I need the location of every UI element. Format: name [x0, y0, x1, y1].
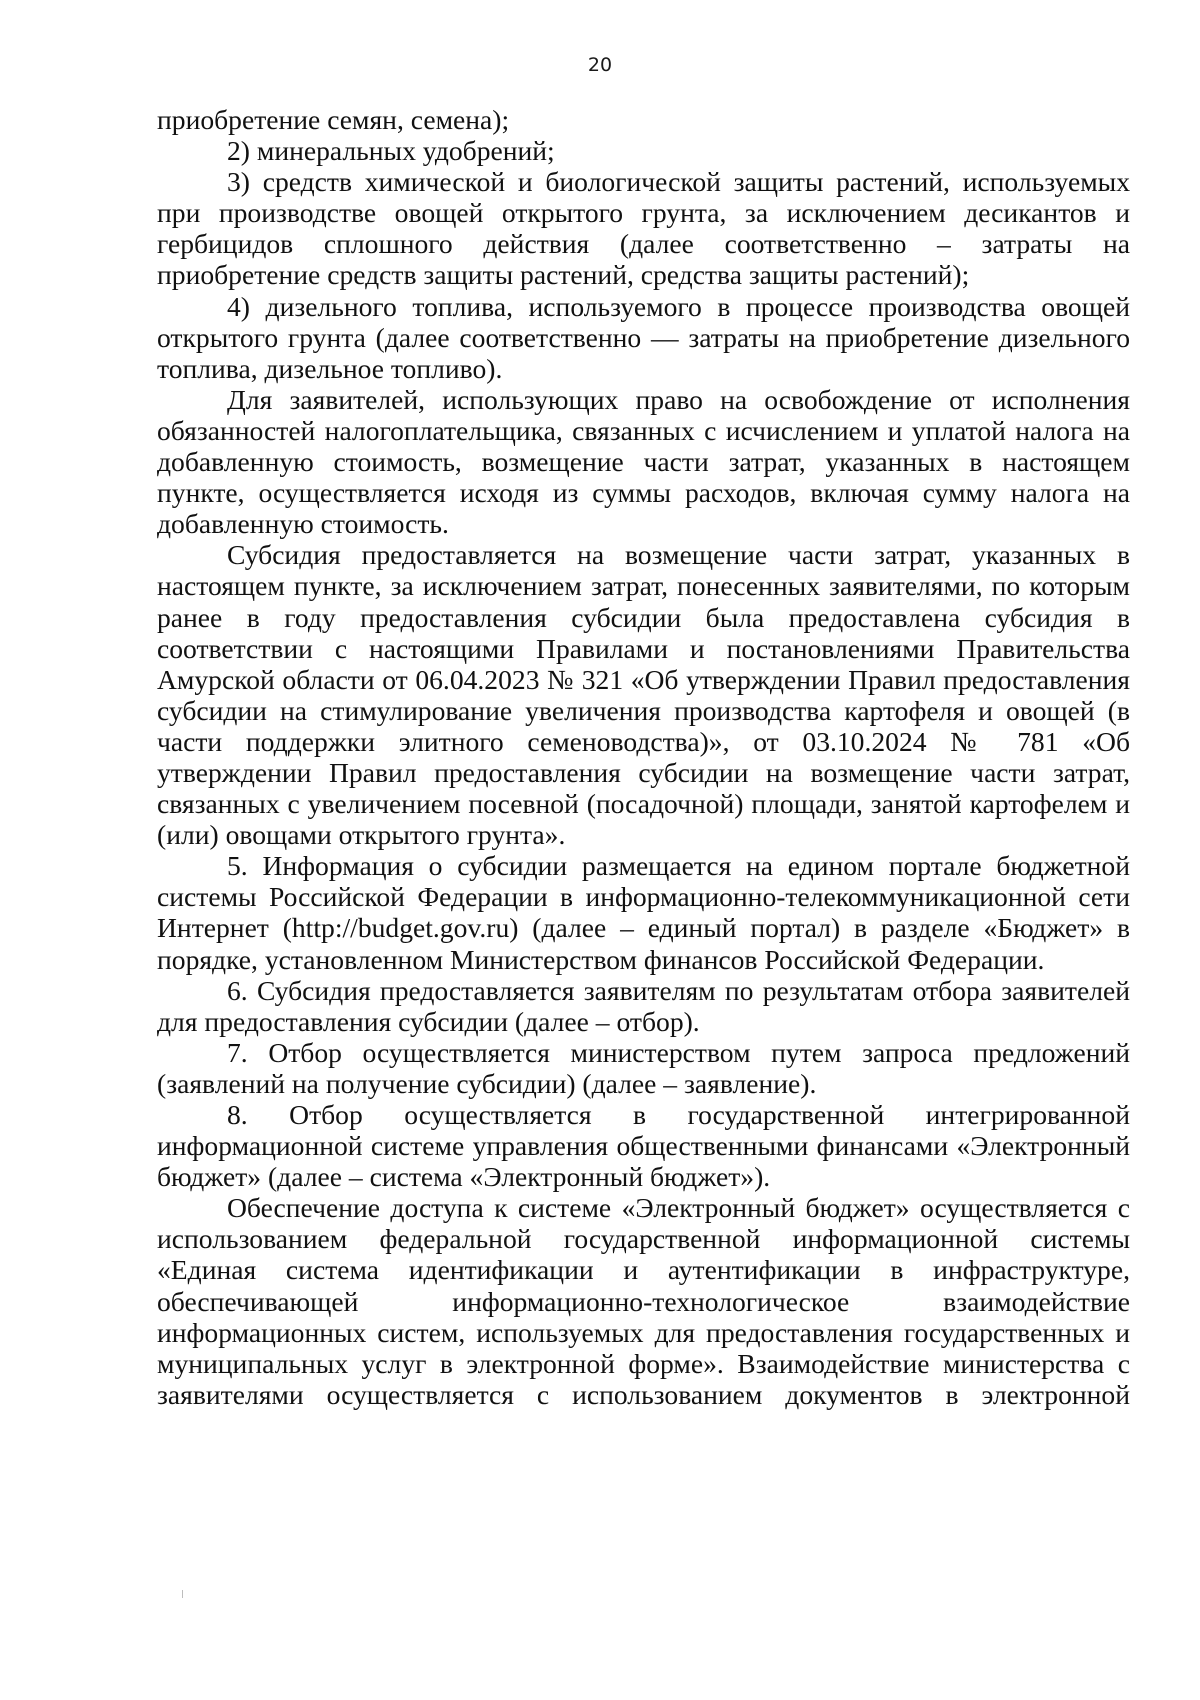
paragraph-item-4: 4) дизельного топлива, используемого в процессе производства овощей открытого грунта (далее соответственно — затраты на приобретение дизельного топлива, дизельное топливо). — [157, 290, 1130, 384]
paragraph-section-6: 6. Субсидия предоставляется заявителям по результатам отбора заявителей для предоставления субсидии (далее – отбор). — [157, 974, 1130, 1037]
paragraph-item-2: 2) минеральных удобрений; — [227, 135, 555, 167]
paragraph-section-8: 8. Отбор осуществляется в государственной интегрированной информационной системе управления общественными финансами «Электронный бюджет» (далее – система «Электронный бюджет»). — [157, 1099, 1130, 1193]
paragraph-item-3: 3) средств химической и биологической защиты растений, используемых при производстве овощей открытого грунта, за исключением десикантов и гербицидов сплошного действия (далее соответственно – затраты на приобретение средств защиты растений, средства защиты растений); — [157, 166, 1130, 291]
paragraph-vat-exemption: Для заявителей, использующих право на освобождение от исполнения обязанностей налогоплательщика, связанных с исчислением и уплатой налога на добавленную стоимость, возмещение части затрат, указанных в настоящем пункте, осуществляется исходя из суммы расходов, включая сумму налога на добавленную стоимость. — [157, 383, 1130, 540]
paragraph-section-5: 5. Информация о субсидии размещается на едином портале бюджетной системы Российской Федерации в информационно-телекоммуникационной сети Интернет (http://budget.gov.ru) (далее – единый портал) в разделе «Бюджет» в порядке, установленном Министерством финансов Российской Федерации. — [157, 850, 1130, 975]
scan-speck — [182, 1590, 183, 1598]
paragraph-continuation: приобретение семян, семена); — [157, 104, 510, 135]
document-body — [157, 104, 1130, 1410]
paragraph-subsidy-exclusions: Субсидия предоставляется на возмещение части затрат, указанных в настоящем пункте, за исключением затрат, понесенных заявителями, по которым ранее в году предоставления субсидии была предоставлена субсидия в соответствии с настоящими Правилами и постановлениями Правительства Амурской области от 06.04.2023 № 321 «Об утверждении Правил предоставления субсидии на стимулирование увеличения производства картофеля и овощей (в части поддержки элитного семеноводства)», от 03.10.2024 № 781 «Об утверждении Правил предоставления субсидии на возмещение части затрат, связанных с увеличением посевной (посадочной) площади, занятой картофелем и (или) овощами открытого грунта». — [157, 539, 1130, 851]
paragraph-electronic-budget-access: Обеспечение доступа к системе «Электронный бюджет» осуществляется с использованием федеральной государственной информационной системы «Единая система идентификации и аутентификации в инфраструктуре, обеспечивающей информационно-технологическое взаимодействие информационных систем, используемых для предоставления государственных и муниципальных услуг в электронной форме». Взаимодействие министерства с заявителями осуществляется с использованием документов в электронной — [157, 1192, 1130, 1410]
paragraph-section-7: 7. Отбор осуществляется министерством путем запроса предложений (заявлений на получение субсидии) (далее – заявление). — [157, 1036, 1130, 1099]
page-number: 20 — [587, 54, 613, 76]
